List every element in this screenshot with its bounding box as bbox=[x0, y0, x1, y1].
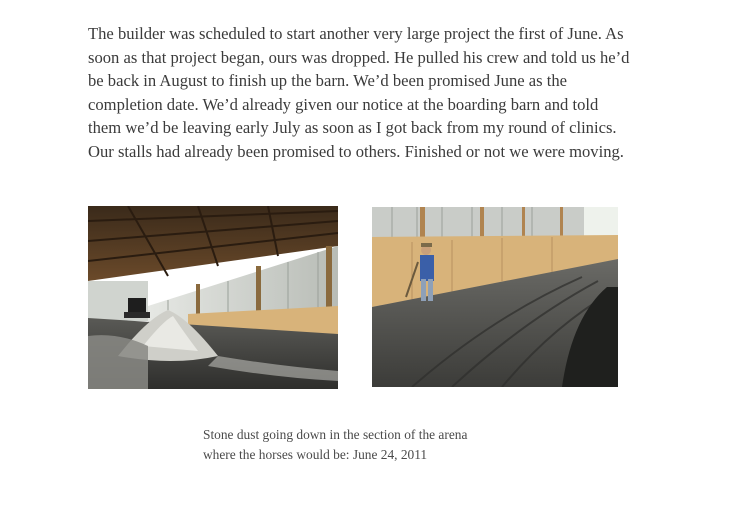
photo-caption bbox=[203, 425, 523, 465]
caption-line: Stone dust going down in the section of the arena bbox=[203, 427, 468, 442]
arena-worker-image bbox=[372, 207, 618, 387]
paragraph-line: completion date. We’d already given our notice at the boarding barn and told bbox=[88, 94, 599, 114]
paragraph-line: them we’d be leaving early July as soon as I got back from my round of clinics. bbox=[88, 118, 617, 138]
arena-stone-pile-image bbox=[88, 206, 338, 389]
paragraph-line: Our stalls had already been promised to others. Finished or not we were moving. bbox=[88, 141, 624, 161]
body-paragraph bbox=[88, 22, 688, 164]
paragraph-line: The builder was scheduled to start another very large project the first of June. As bbox=[88, 24, 624, 43]
paragraph-line: soon as that project began, ours was dropped. He pulled his crew and told us he’d bbox=[88, 47, 630, 67]
paragraph-line: be back in August to finish up the barn. We’d been promised June as the bbox=[88, 71, 568, 91]
caption-line: where the horses would be: June 24, 2011 bbox=[203, 447, 428, 462]
arena-photo-left bbox=[88, 206, 338, 389]
arena-photo-right bbox=[372, 207, 618, 387]
